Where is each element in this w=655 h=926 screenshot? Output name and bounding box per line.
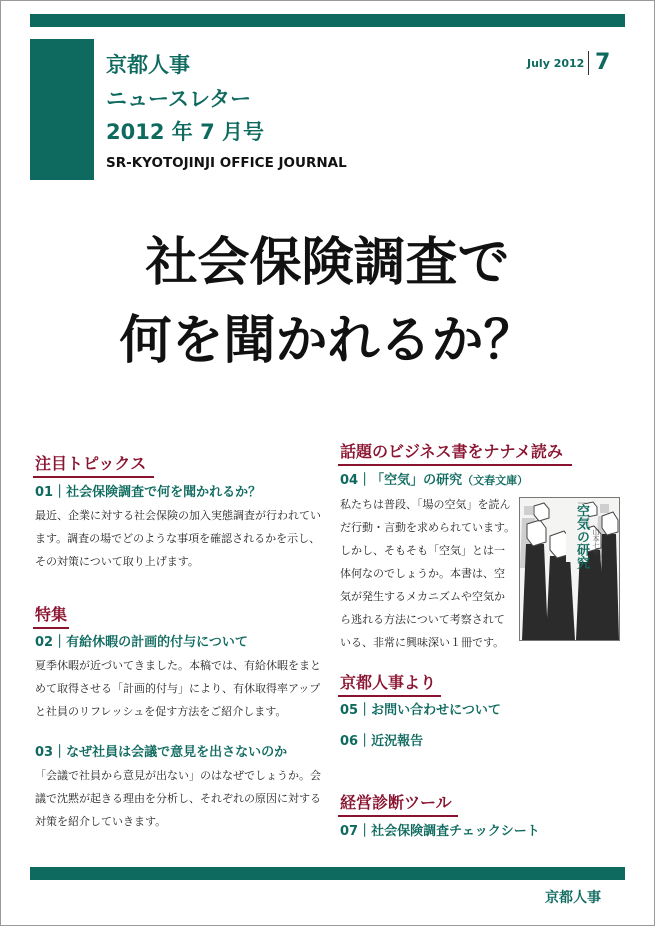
item-body-01: [35, 504, 321, 573]
masthead-color-block: [30, 39, 94, 180]
item-title-04-main: 04｜「空気」の研究: [340, 473, 463, 488]
section-title-from-office: 京都人事より: [340, 673, 437, 692]
body-line: 私たちは普段、「場の空気」を読ん: [340, 498, 511, 511]
body-line: だ行動・言動を求められています。: [340, 521, 516, 534]
body-line: しかし、そもそも「空気」とは一: [340, 544, 505, 557]
masthead-issue-month: 2012 年 7 月号: [106, 120, 264, 144]
main-headline-line2: 何を聞かれるか？: [119, 311, 536, 371]
top-bar: [30, 14, 625, 27]
section-underline-topics: [33, 476, 154, 478]
main-headline-line1: 社会保険調査で: [145, 233, 510, 293]
body-line: 体何なのでしょうか。本書は、空: [340, 567, 505, 580]
item-title-04-publisher: （文春文庫）: [462, 474, 529, 487]
item-title-01[interactable]: 01｜社会保険調査で何を聞かれるか？: [35, 485, 262, 500]
section-underline-feature: [33, 627, 69, 629]
body-line: いる、非常に興味深い１冊です。: [340, 636, 505, 649]
body-line: 夏季休暇が近づいてきました。本稿では、有給休暇をまと: [35, 659, 321, 672]
bottom-bar: [30, 867, 625, 880]
item-title-03[interactable]: 03｜なぜ社員は会議で意見を出さないのか: [35, 745, 288, 760]
item-title-02[interactable]: 02｜有給休暇の計画的付与について: [35, 635, 248, 650]
body-line: 「会議で社員から意見が出ない」のはなぜでしょうか。会: [35, 769, 321, 782]
section-title-tool: 経営診断ツール: [340, 793, 452, 812]
body-line: ます。調査の場でどのような事項を確認されるかを示し、: [35, 532, 321, 545]
section-title-topics: 注目トピックス: [35, 454, 147, 473]
body-line: 議で沈黙が起きる理由を分析し、それぞれの原因に対する: [35, 792, 321, 805]
item-title-07[interactable]: 07｜社会保険調査チェックシート: [340, 824, 540, 839]
issue-number: 7: [595, 50, 611, 75]
body-line: ら逃れる方法について考察されて: [340, 613, 505, 626]
body-line: 対策を紹介していきます。: [35, 815, 167, 828]
body-line: 気が発生するメカニズムや空気か: [340, 590, 505, 603]
section-underline-books: [338, 464, 572, 466]
book-cover-author: 山本七平: [592, 528, 600, 556]
section-title-feature: 特集: [35, 605, 68, 624]
book-cover-title: 空気の研究: [574, 504, 589, 569]
body-line: めて取得させる「計画的付与」により、有休取得率アップ: [35, 682, 321, 695]
body-line: その対策について取り上げます。: [35, 555, 199, 568]
item-title-05[interactable]: 05｜お問い合わせについて: [340, 703, 501, 718]
masthead-newsletter: ニュースレター: [106, 87, 252, 111]
issue-date: July 2012: [527, 57, 585, 70]
body-line: 最近、企業に対する社会保険の加入実態調査が行われてい: [35, 509, 321, 522]
section-title-books: 話題のビジネス書をナナメ読み: [340, 442, 563, 461]
body-line: と社員のリフレッシュを促す方法をご紹介します。: [35, 705, 287, 718]
section-underline-from-office: [338, 695, 441, 697]
section-underline-tool: [338, 815, 458, 817]
journal-name: SR-KYOTOJINJI OFFICE JOURNAL: [106, 155, 347, 171]
item-title-04[interactable]: [340, 472, 528, 490]
footer-company-name: 京都人事: [545, 890, 601, 906]
book-cover-image: [519, 497, 620, 641]
item-body-02: [35, 654, 321, 723]
item-body-04: [340, 493, 515, 654]
date-separator: [588, 51, 589, 75]
item-body-03: [35, 764, 321, 833]
item-title-06[interactable]: 06｜近況報告: [340, 734, 424, 749]
masthead-company: 京都人事: [106, 53, 190, 77]
